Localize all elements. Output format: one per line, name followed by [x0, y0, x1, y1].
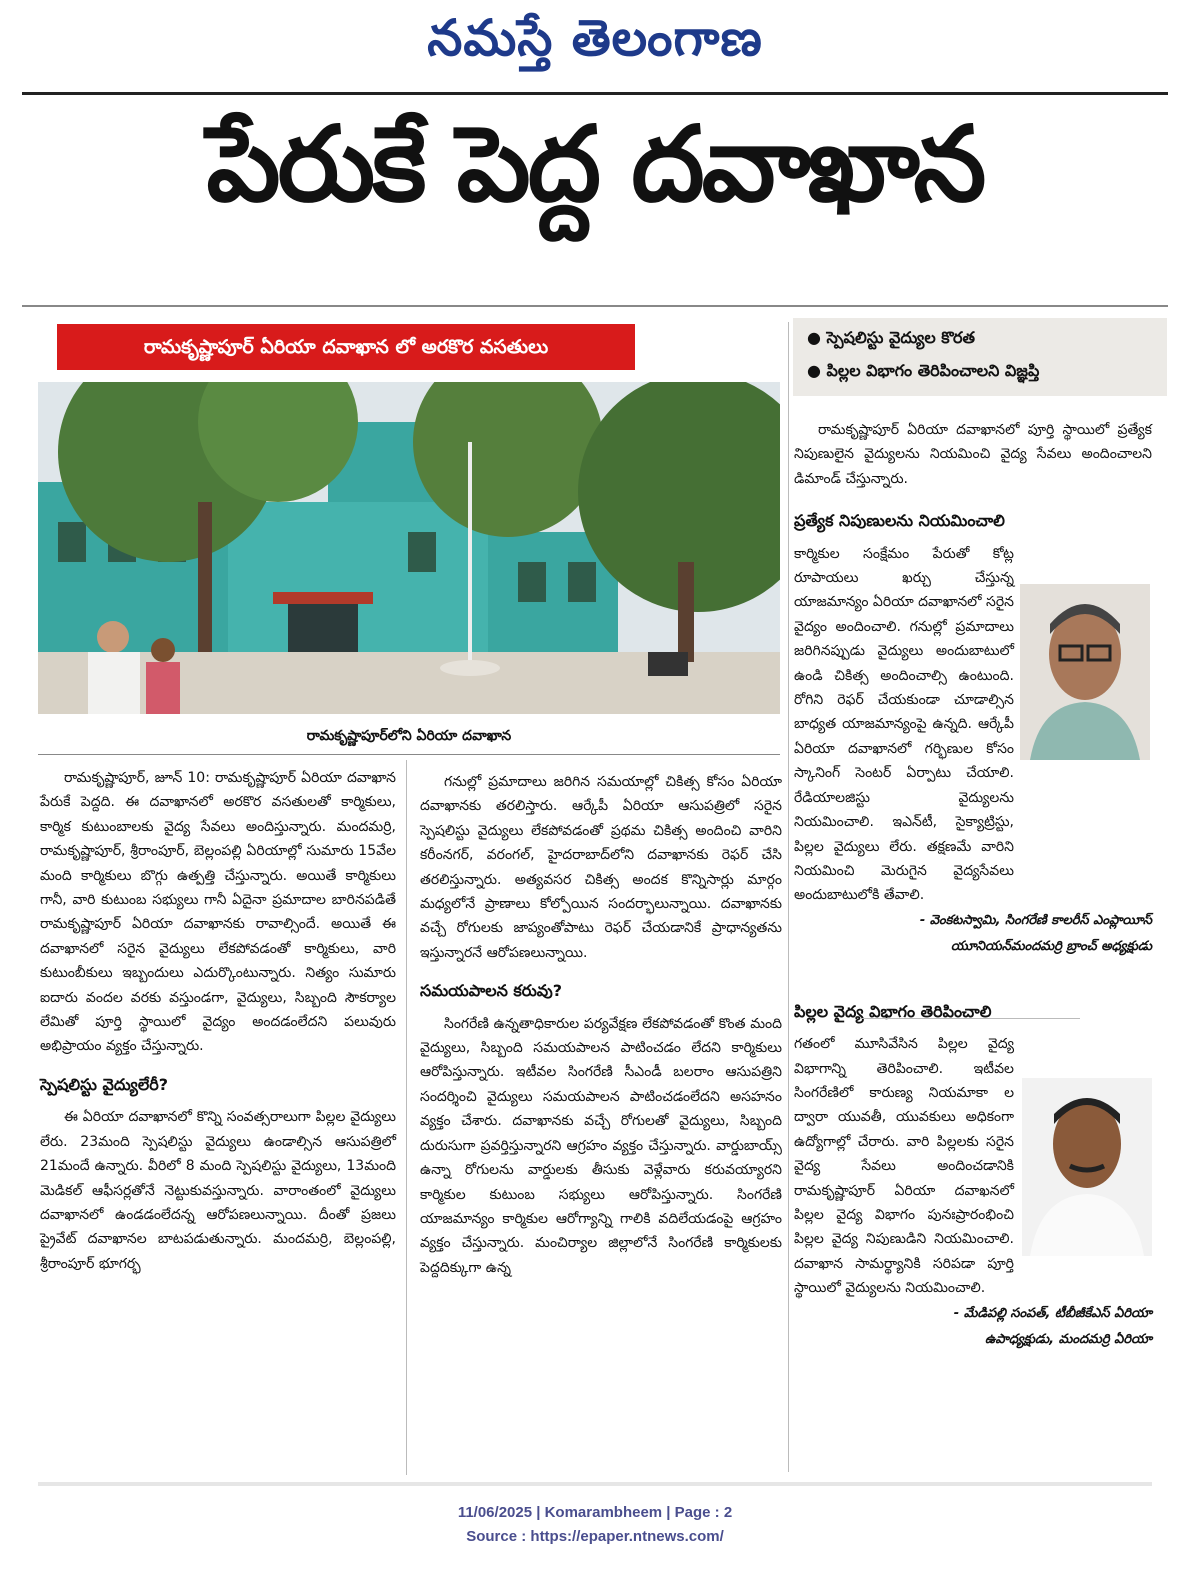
bullet-box	[793, 318, 1167, 396]
subheading: సమయపాలన కరువు?	[420, 981, 563, 1001]
quote-attribution: ఉపాధ్యక్షుడు, మందమర్రి ఏరియా	[984, 1331, 1152, 1347]
portrait-photo	[1020, 584, 1150, 760]
portrait-illustration	[1020, 584, 1150, 760]
paragraph: ఈ ఏరియా దవాఖానలో కొన్ని సంవత్సరాలుగా పిల్లల వైద్యులు లేరు. 23మంది స్పెషలిస్టు వైద్యులు ఉండాల్సిన ఆసుపత్రిలో 21మందే ఉన్నారు. వీరిలో 8 మంది స్పెషలిస్టు వైద్యులు, 13మంది మెడికల్ ఆఫీసర్లతోనే నెట్టుకువస్తున్నారు. వారాంతంలో వైద్యులు దవాఖానలో ఉండడంలేదన్న ఆరోపణలున్నాయి. దీంతో ప్రజలు ప్రైవేట్ దవాఖానల బాటపడుతున్నారు. మందమర్రి, బెల్లంపల్లి, శ్రీరాంపూర్ భూగర్భ	[40, 1109, 396, 1272]
footer-issue-info: 11/06/2025 | Komarambheem | Page : 2	[457, 1504, 733, 1521]
photo-caption: రామకృష్ణాపూర్‌లోని ఏరియా దవాఖాన	[38, 718, 780, 755]
hospital-photo	[38, 382, 780, 714]
quote-attribution: యూనియన్‌మందమర్రి బ్రాంచ్ అధ్యక్షుడు	[950, 938, 1152, 954]
article-column-2	[420, 770, 782, 1280]
footer-band	[38, 1482, 1152, 1486]
kicker-banner: రామకృష్ణాపూర్ ఏరియా దవాఖాన లో అరకొర వసతులు	[57, 324, 635, 370]
column-divider	[788, 322, 789, 1472]
headline-rule	[22, 305, 1168, 307]
quote-attribution: - వెంకటస్వామి, సింగరేణి కాలరీస్ ఎంప్లాయీస్	[919, 912, 1152, 928]
subheading: స్పెషలిస్టు వైద్యులేరీ?	[40, 1074, 168, 1094]
subheading: ప్రత్యేక నిపుణులను నియమించాలి	[794, 511, 1005, 531]
paragraph: రామకృష్ణాపూర్, జూన్ 10: రామకృష్ణాపూర్ ఏరియా దవాఖాన పేరుకే పెద్దది. ఈ దవాఖానలో అరకొర వసతులతో కార్మికులు, కార్మిక కుటుంబాలకు వైద్య సేవలు అందిస్తున్నారు. మందమర్రి, రామకృష్ణాపూర్, శ్రీరాంపూర్, బెల్లంపల్లి ఏరియాల్లో సుమారు 15వేల మంది కార్మికులు బొగ్గు ఉత్పత్తి చేస్తున్నారు. అయితే కార్మికులు గానీ, వారి కుటుంబ సభ్యులు గానీ ఏదైనా ప్రమాదాల బారినపడితే రామకృష్ణాపూర్ ఏరియా దవాఖానకు రావాల్సిందే. అయితే ఈ దవాఖానలో సరైన వైద్యులు లేకపోవడంతో కార్మికులు, వారి కుటుంబీకులు ఇబ్బందులు ఎదుర్కొంటున్నారు. నిత్యం సుమారు ఐదారు వందల వరకు వస్తుండగా, వైద్యులు, సిబ్బంది సౌకర్యాల లేమితో పూర్తి స్థాయిలో వైద్యం అందడంలేదని పలువురు అభిప్రాయం వ్యక్తం చేస్తున్నారు.	[40, 770, 396, 1055]
bullet-item: ● స్పెషలిస్టు వైద్యుల కొరత	[807, 328, 975, 347]
top-rule	[22, 92, 1168, 95]
footer-source: Source : https://epaper.ntnews.com/	[466, 1528, 724, 1545]
masthead-logo: నమస్తే తెలంగాణ	[427, 8, 763, 67]
headline: పేరుకే పెద్ద దవాఖాన	[206, 103, 984, 225]
paragraph: సింగరేణి ఉన్నతాధికారుల పర్యవేక్షణ లేకపోవడంతో కొంత మంది వైద్యులు, సిబ్బంది సమయపాలన పాటించడం లేదని కార్మికులు ఆరోపిస్తున్నారు. ఇటీవల సింగరేణి సీఎండీ బలరాం ఆసుపత్రిని సందర్శించి వైద్యులు సమయపాలన పాటించడంలేదని అసహనం వ్యక్తం చేశారు. దవాఖానకు వచ్చే రోగులతో వైద్యులు, సిబ్బంది దురుసుగా ప్రవర్తిస్తున్నారని ఆగ్రహం వ్యక్తం చేస్తున్నారు. వార్డుబాయ్స్ ఉన్నా రోగులను వార్డులకు తీసుకు వెళ్లేవారు కరువయ్యారని కార్మికుల కుటుంబ సభ్యులు ఆరోపిస్తున్నారు. సింగరేణి యాజమాన్యం కార్మికుల ఆరోగ్యాన్ని గాలికి వదిలేయడంపై ఆగ్రహం వ్యక్తం చేస్తున్నారు. మంచిర్యాల జిల్లాలోనే సింగరేణి కార్మికులకు పెద్దదిక్కుగా ఉన్న	[420, 1015, 782, 1276]
subheading: పిల్లల వైద్య విభాగం తెరిపించాలి	[794, 1001, 992, 1021]
column-divider	[406, 760, 407, 1475]
quote-paragraph: కార్మికుల సంక్షేమం పేరుతో కోట్ల రూపాయలు ఖర్చు చేస్తున్న యాజమాన్యం ఏరియా దవాఖానలో సరైన వైద్యం అందించాలి. గనుల్లో ప్రమాదాలు జరిగినప్పుడు వైద్యులు అందుబాటులో ఉండి చికిత్స అందించాల్సి ఉంటుంది. రోగిని రెఫర్ చేయకుండా చూడాల్సిన బాధ్యత యాజమాన్యంపై ఉన్నది. ఆర్కేపీ ఏరియా దవాఖానలో గర్భిణుల కోసం స్కానింగ్ సెంటర్ ఏర్పాటు చేయాలి. రేడియాలజిస్టు వైద్యులను నియమించాలి. ఇఎన్‌టీ, సైక్యాట్రిస్టు, పిల్లల వైద్యులు లేరు. తక్షణమే వారిని నియమించి మెరుగైన వైద్యసేవలు అందుబాటులోకి తేవాలి.	[794, 545, 1014, 904]
quote-attribution: - మేడిపల్లి సంపత్, టీబీజీకేఎస్ ఏరియా	[953, 1305, 1152, 1321]
article-column-1	[40, 766, 396, 1276]
bullet-item: ● పిల్లల విభాగం తెరిపించాలని విజ్ఞప్తి	[807, 361, 1040, 380]
paragraph: గనుల్లో ప్రమాదాలు జరిగిన సమయాల్లో చికిత్స కోసం ఏరియా దవాఖానకు తరలిస్తారు. ఆర్కేపీ ఏరియా ఆసుపత్రిలో సరైన స్పెషలిస్టు వైద్యులు లేకపోవడంతో ప్రథమ చికిత్స అందించి వారిని కరీంనగర్, వరంగల్, హైదరాబాద్‌లోని దవాఖానకు రెఫర్ చేసి తరలిస్తున్నారు. అత్యవసర చికిత్స అందక కొన్నిసార్లు మార్గం మధ్యలోనే ప్రాణాలు కోల్పోయిన సందర్భాలున్నాయి. దవాఖానకు వచ్చే రోగులకు జాప్యంతోపాటు రెఫర్ చేయడానికే ప్రాధాన్యతను ఇస్తున్నారనే ఆరోపణలున్నాయి.	[420, 774, 782, 961]
paragraph: రామకృష్ణాపూర్ ఏరియా దవాఖానలో పూర్తి స్థాయిలో ప్రత్యేక నిపుణులైన వైద్యులను నియమించి వైద్య సేవలు అందించాలని డిమాండ్ చేస్తున్నారు.	[794, 422, 1152, 487]
hospital-illustration	[38, 382, 780, 714]
portrait-illustration	[1022, 1078, 1152, 1256]
portrait-photo	[1022, 1078, 1152, 1256]
section-rule	[860, 1018, 1080, 1019]
quote-paragraph: గతంలో మూసివేసిన పిల్లల వైద్య విభాగాన్ని తెరిపించాలి. ఇటీవల సింగరేణిలో కారుణ్య నియమాకా ల ద్వారా యువతీ, యువకులు అధికంగా ఉద్యోగాల్లో చేరారు. వారి పిల్లలకు సరైన వైద్య సేవలు అందించడానికి రామకృష్ణాపూర్ ఏరియా దవాఖనలో పిల్లల వైద్య విభాగం పునఃప్రారంభించి పిల్లల వైద్య నిపుణుడిని నియమించాలి. దవాఖాన సామర్థ్యానికి సరిపడా పూర్తి స్థాయిలో వైద్యులను నియమించాలి.	[794, 1036, 1014, 1297]
